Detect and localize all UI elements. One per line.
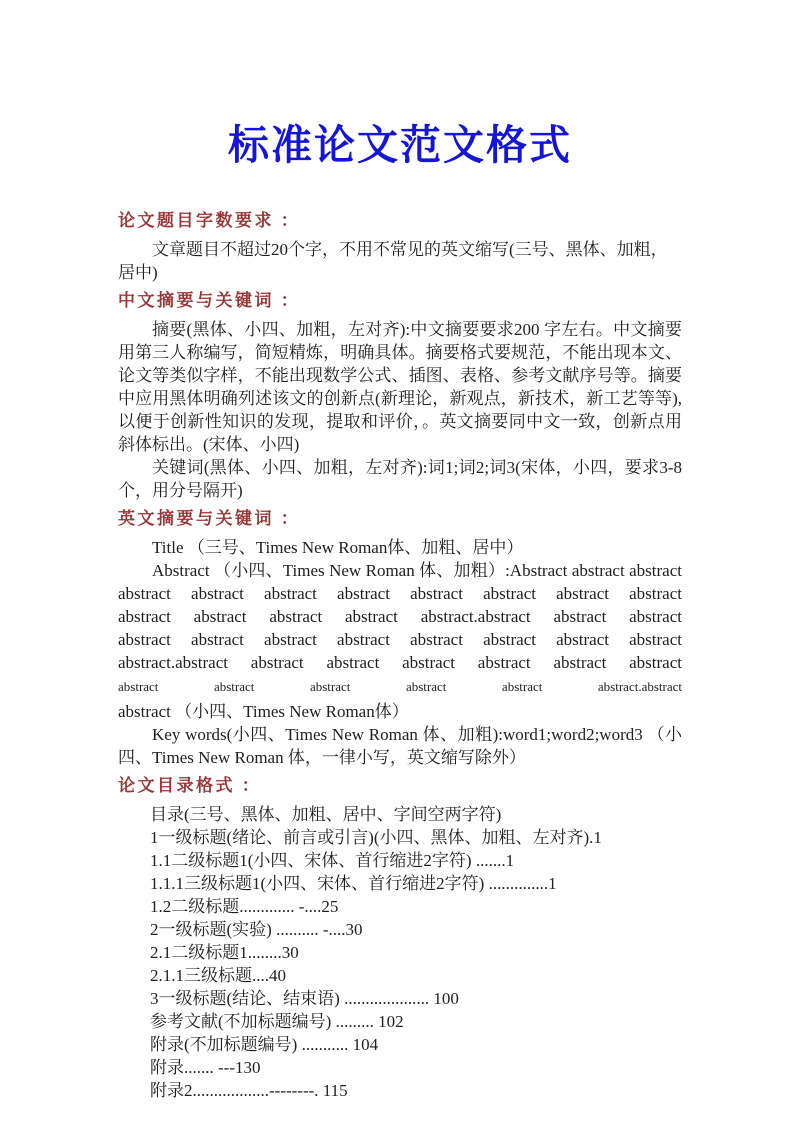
en-abstract-small-line: abstract abstract abstract abstract abstract abstract.abstract — [118, 679, 682, 694]
toc-list — [118, 803, 682, 1102]
paragraph-en-keywords: Key words(小四、Times New Roman 体、加粗):word1;word2;word3 （小四、Times New Roman 体，一律小写，英文缩写除外） — [118, 725, 682, 767]
section-heading-en-abstract: 英文摘要与关键词 ： — [118, 509, 301, 528]
toc-line: 1.1.1三级标题1(小四、宋体、首行缩进2字符) ..............1 — [150, 874, 557, 893]
toc-line: 2.1.1三级标题....40 — [150, 966, 286, 985]
toc-line: 附录(不加标题编号) ........... 104 — [150, 1035, 379, 1054]
toc-line: 1一级标题(绪论、前言或引言)(小四、黑体、加粗、左对齐).1 — [150, 828, 602, 847]
en-abstract-last-line: abstract （小四、Times New Roman体） — [118, 702, 409, 721]
section-heading-toc: 论文目录格式 ： — [118, 776, 262, 795]
en-abstract-justified-lines — [118, 582, 682, 674]
section-heading-cn-abstract: 中文摘要与关键词 ： — [118, 291, 301, 310]
section-heading-title-requirements: 论文题目字数要求 ： — [118, 211, 301, 230]
line-en-title: Title （三号、Times New Roman体、加粗、居中） — [152, 538, 524, 557]
en-abstract-line: abstract abstract abstract abstract abstract abstract abstract abstract — [118, 584, 682, 603]
toc-line: 1.1二级标题1(小四、宋体、首行缩进2字符) .......1 — [150, 851, 515, 870]
en-abstract-line: abstract abstract abstract abstract abstract.abstract abstract abstract — [118, 607, 682, 626]
en-abstract-line: abstract abstract abstract abstract abstract abstract abstract abstract — [118, 630, 682, 649]
paragraph-title-requirements: 文章题目不超过20个字，不用不常见的英文缩写(三号、黑体、加粗，居中) — [118, 240, 668, 282]
paragraph-cn-abstract: 摘要(黑体、小四、加粗，左对齐):中文摘要要求200 字左右。中文摘要用第三人称编写，简短精炼，明确具体。摘要格式要规范，不能出现本文、论文等类似字样，不能出现数学公式、插图、表格、参考文献序号等。摘要中应用黑体明确列述该文的创新点(新理论，新观点，新技术，新工艺等等),以便于创新性知识的发现，提取和评价，。英文摘要同中文一致，创新点用斜体标出。(宋体、小四) — [118, 320, 682, 454]
toc-line: 2.1二级标题1........30 — [150, 943, 299, 962]
toc-line: 目录(三号、黑体、加粗、居中、字间空两字符) — [150, 805, 502, 824]
toc-line: 参考文献(不加标题编号) ......... 102 — [150, 1012, 404, 1031]
document-title: 标准论文范文格式 — [228, 122, 572, 168]
en-abstract-line: abstract.abstract abstract abstract abstract abstract abstract abstract — [118, 653, 682, 672]
toc-line: 2一级标题(实验) .......... -....30 — [150, 920, 363, 939]
en-abstract-block — [118, 559, 682, 723]
toc-line: 3一级标题(结论、结束语) .................... 100 — [150, 989, 459, 1008]
en-abstract-first-line: Abstract （小四、Times New Roman 体、加粗）:Abstract abstract abstract — [152, 561, 682, 580]
toc-line: 附录....... ---130 — [150, 1058, 261, 1077]
toc-line: 1.2二级标题............. -....25 — [150, 897, 339, 916]
toc-line: 附录2..................--------. 115 — [150, 1081, 348, 1100]
paragraph-cn-keywords: 关键词(黑体、小四、加粗，左对齐):词1;词2;词3(宋体，小四，要求3-8个，用分号隔开) — [118, 458, 682, 500]
